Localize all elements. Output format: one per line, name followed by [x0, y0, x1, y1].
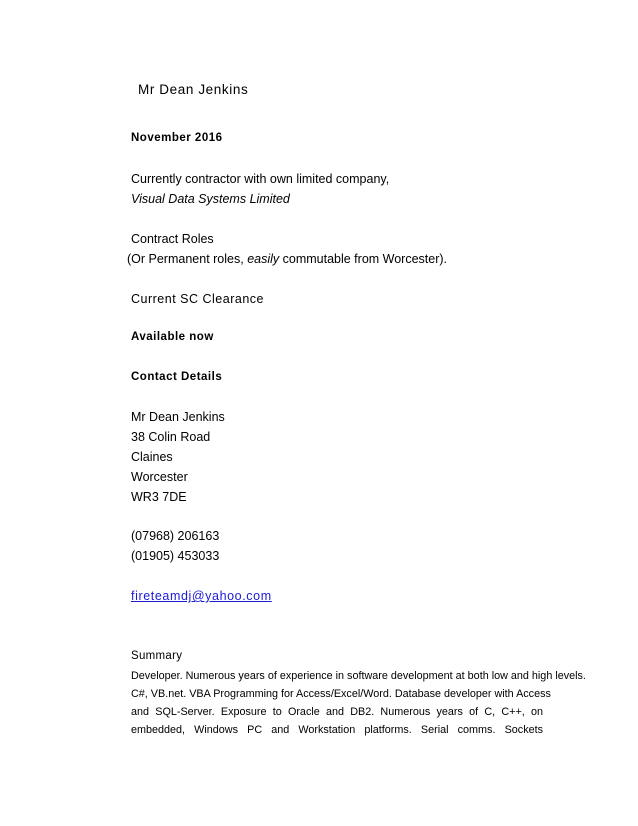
phone-landline: (01905) 453033	[131, 549, 220, 563]
status-line: Currently contractor with own limited company,	[131, 172, 390, 186]
address-line: 38 Colin Road	[131, 430, 211, 444]
contact-heading: Contact Details	[131, 371, 223, 383]
summary-heading: Summary	[131, 650, 183, 662]
roles-note-prefix: (Or Permanent roles,	[127, 252, 248, 266]
summary-line: and SQL-Server. Exposure to Oracle and DB2. Numerous years of C, C++, on	[131, 706, 543, 718]
candidate-name: Mr Dean Jenkins	[138, 82, 249, 97]
address-postcode: WR3 7DE	[131, 490, 187, 504]
roles-note-suffix: commutable from Worcester).	[279, 252, 448, 266]
availability-heading: Available now	[131, 331, 214, 343]
phone-mobile: (07968) 206163	[131, 529, 220, 543]
roles-note-emphasis: easily	[247, 252, 280, 266]
address-line: Mr Dean Jenkins	[131, 410, 225, 424]
clearance-heading: Current SC Clearance	[131, 292, 264, 306]
address-line: Claines	[131, 450, 173, 464]
summary-line: Developer. Numerous years of experience in software development at both low and high levels.	[131, 670, 586, 682]
summary-line: embedded, Windows PC and Workstation platforms. Serial comms. Sockets	[131, 724, 543, 736]
address-line: Worcester	[131, 470, 188, 484]
roles-title: Contract Roles	[131, 232, 214, 246]
summary-line: C#, VB.net. VBA Programming for Access/Excel/Word. Database developer with Access	[131, 688, 551, 700]
roles-note	[127, 252, 447, 266]
email-link[interactable]: fireteamdj@yahoo.com	[131, 589, 272, 603]
document-date: November 2016	[131, 132, 223, 144]
company-name: Visual Data Systems Limited	[131, 192, 290, 206]
